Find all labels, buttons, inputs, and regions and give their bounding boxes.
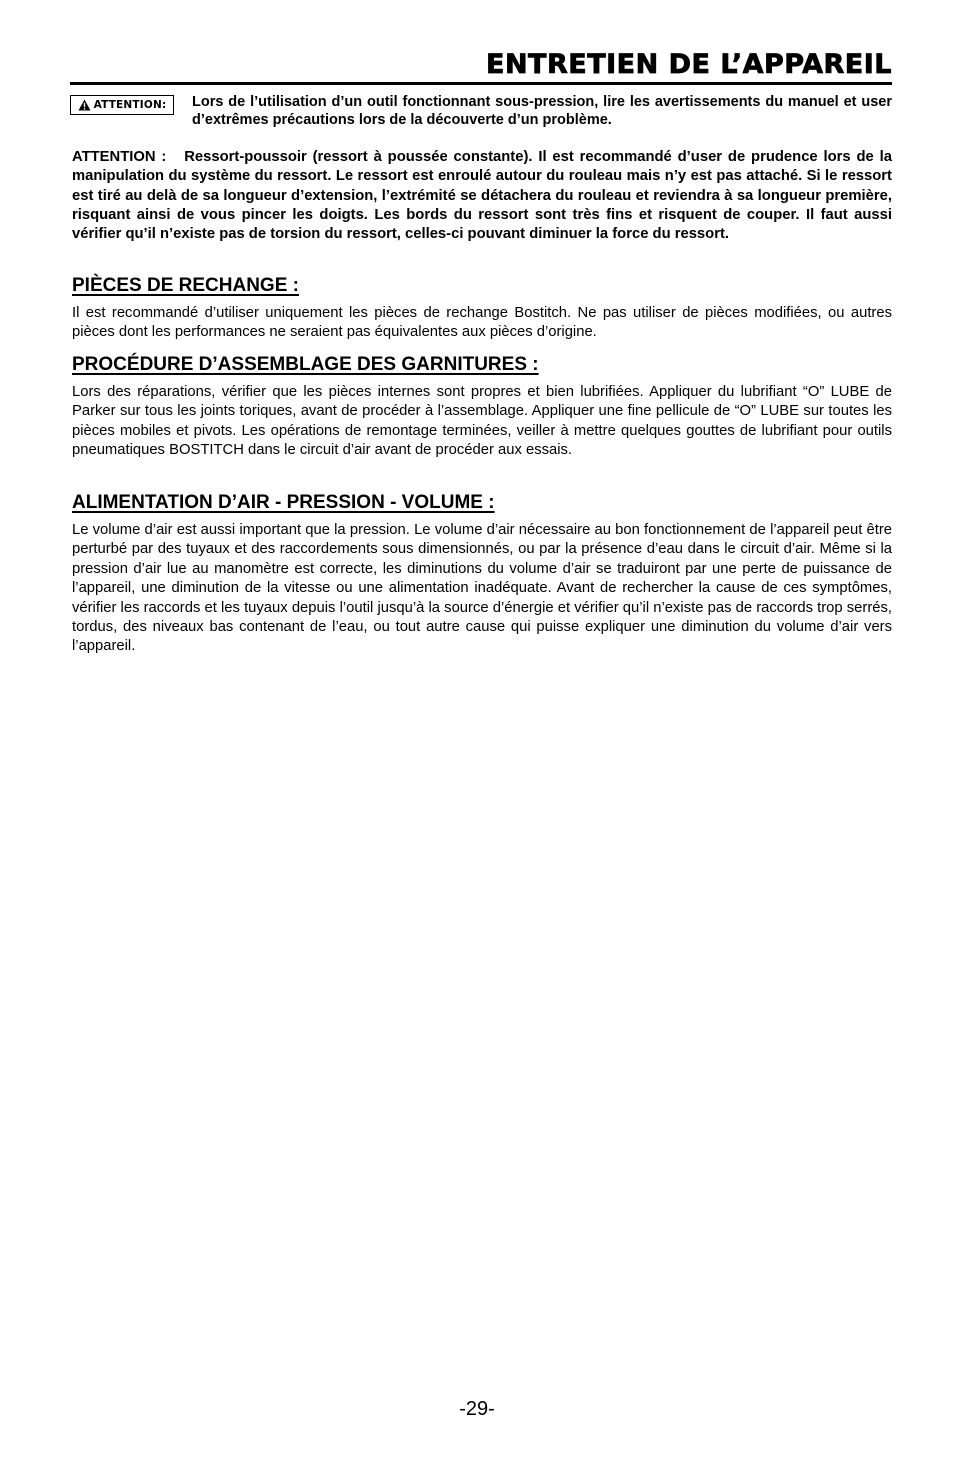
warning-prefix: ATTENTION : xyxy=(72,149,167,165)
warning-triangle-icon xyxy=(78,99,91,111)
attention-label: ATTENTION: xyxy=(93,99,167,111)
attention-text: Lors de l’utilisation d’un outil fonctionnant sous-pression, lire les avertissements du manuel et user d’extrêmes précautions lors de la découverte d’un problème. xyxy=(192,94,892,128)
section-body-air-supply: Le volume d’air est aussi important que la pression. Le volume d’air nécessaire au bon fonctionnement de l’appareil peut être perturbé par des tuyaux et des raccordements sous dimensionnés, ou par la présence d’eau dans le circuit d’air. Même si la pression d’air lue au manomètre est correcte, les diminutions du volume d’air se traduiront par une perte de puissance de l’appareil, une diminution de la vitesse ou une alimentation inadéquate. Avant de rechercher la cause de ces symptômes, vérifier les raccords et les tuyaux depuis l’outil jusqu’à la source d’énergie et vérifier qu’il n’existe pas de raccords trop serrés, tordus, des niveaux bas contenant de l’eau, ou tout autre cause qui puisse expliquer une diminution du volume d’air vers l’appareil. xyxy=(72,522,892,655)
title-divider xyxy=(70,82,892,85)
section-body-replacement-parts: Il est recommandé d’utiliser uniquement les pièces de rechange Bostitch. Ne pas utiliser de pièces modifiées, ou autres pièces dont les performances ne seraient pas équivalentes aux pièces d’origine. xyxy=(72,305,892,341)
section-heading-air-supply: ALIMENTATION D’AIR - PRESSION - VOLUME : xyxy=(72,492,495,513)
section-heading-replacement-parts: PIÈCES DE RECHANGE : xyxy=(72,275,299,296)
spring-warning xyxy=(72,148,892,244)
page-title: ENTRETIEN DE L’APPAREIL xyxy=(486,49,892,80)
warning-text: Ressort-poussoir (ressort à poussée constante). Il est recommandé d’user de prudence lors de la manipulation du système du ressort. Le ressort est enroulé autour du rouleau mais n’y est pas attaché. Si le ressort est tiré au delà de sa longueur d’extension, l’extrémité se détachera du rouleau et reviendra à sa longueur première, risquant ainsi de vous pincer les doigts. Les bords du ressort sont très fins et risquent de couper. Il faut aussi vérifier qu’il n’existe pas de torsion du ressort, celles-ci pouvant diminuer la force du ressort. xyxy=(72,149,892,243)
attention-badge xyxy=(70,95,174,115)
section-heading-assembly-procedure: PROCÉDURE D’ASSEMBLAGE DES GARNITURES : xyxy=(72,354,539,375)
section-body-assembly-procedure: Lors des réparations, vérifier que les pièces internes sont propres et bien lubrifiées. Appliquer du lubrifiant “O” LUBE de Parker sur tous les joints toriques, avant de procéder à l’assemblage. Appliquer une fine pellicule de “O” LUBE sur toutes les pièces mobiles et pivots. Les opérations de remontage terminées, veiller à mettre quelques gouttes de lubrifiant pour outils pneumatiques BOSTITCH dans le circuit d’air avant de procéder aux essais. xyxy=(72,384,892,459)
page-number: -29- xyxy=(459,1398,495,1420)
